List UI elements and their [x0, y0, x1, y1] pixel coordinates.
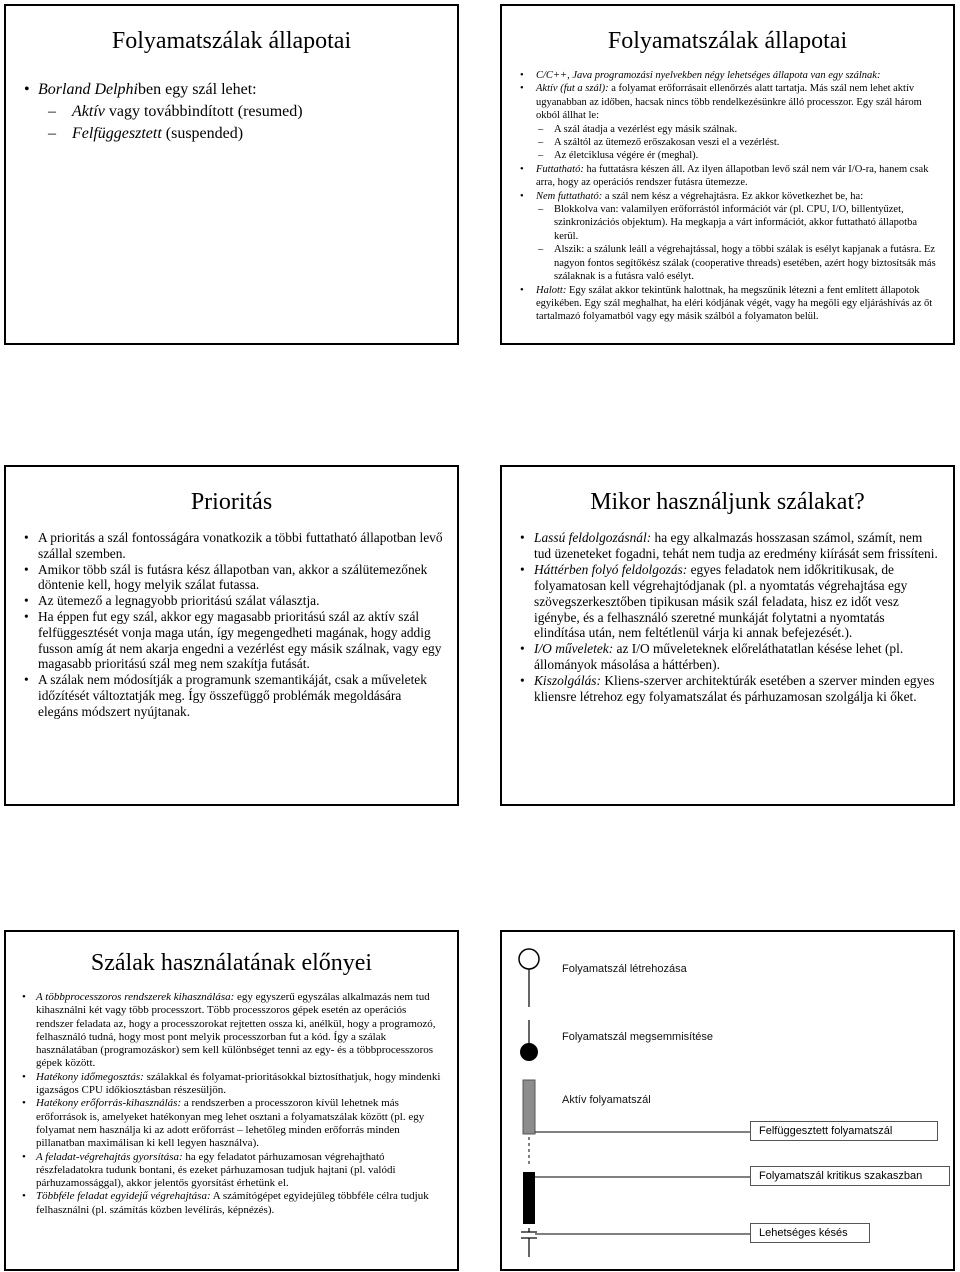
- slide-body: [516, 530, 939, 705]
- slide-thread-states-delphi: [4, 4, 459, 345]
- bullet-item: [18, 1071, 445, 1098]
- slide-thread-legend: [500, 930, 955, 1271]
- bullet-text: a szál nem kész a végrehajtásra. Ez akkor következhet be, ha:: [602, 190, 864, 202]
- slide-body: [18, 991, 445, 1217]
- slide-when-use-threads: [500, 465, 955, 806]
- slide-title: Prioritás: [190, 489, 273, 515]
- italic-term: Nem futtatható:: [536, 190, 603, 202]
- slide-body: [20, 530, 443, 720]
- italic-term: Lassú feldolgozásnál:: [534, 530, 652, 545]
- slide-body: [516, 69, 939, 324]
- bullet-item: [516, 530, 939, 562]
- italic-term: A többprocesszoros rendszerek kihasználása:: [36, 991, 235, 1003]
- slide-priority: [4, 465, 459, 806]
- italic-term: Aktív (fut a szál):: [536, 83, 609, 95]
- bullet-item: [516, 82, 939, 122]
- bullet-item: [516, 284, 939, 324]
- bullet-item: • Ha éppen fut egy szál, akkor egy magasabb prioritású szál az aktív szál felfüggesztését vonja maga után, így megengedheti magának, hogy addig fusson amíg át nem akarja engedni a vezérlést egy másik szálnak, vagy egy magasabb prioritású szál meg nem szakítja futását.: [20, 609, 443, 672]
- legend-box-delay: Lehetséges késés: [750, 1223, 870, 1243]
- bullet-text: ha egy alkalmazás hosszasan számol, számít, nem tud üzeneteket fogadni, tehát nem tudja az eredmény kiírását sem frissíteni.: [534, 530, 938, 561]
- slide-title: Folyamatszálak állapotai: [607, 28, 848, 54]
- bullet-item: [516, 190, 939, 203]
- bullet-text: C/C++, Java programozási nyelvekben négy lehetséges állapota van egy szálnak:: [536, 70, 881, 81]
- bullet-item: [18, 1190, 445, 1217]
- italic-term: Hatékony időmegosztás:: [36, 1070, 144, 1083]
- slide-title: Mikor használjunk szálakat?: [590, 489, 865, 515]
- italic-term: Hatékony erőforrás-kihasználás:: [36, 1097, 182, 1110]
- active-bar-icon: [523, 1080, 535, 1134]
- bullet-item: [18, 1097, 445, 1150]
- italic-term: A feladat-végrehajtás gyorsítása:: [36, 1150, 183, 1163]
- italic-term: Többféle feladat egyidejű végrehajtása:: [36, 1190, 211, 1203]
- bullet-text: ben egy szál lehet:: [138, 81, 257, 98]
- bullet-text: szálakkal és folyamat-prioritásokkal biztosíthatjuk, hogy mindenki igazságos CPU időkiosztásban részesüljön.: [36, 1070, 441, 1097]
- bullet-item: [516, 562, 939, 642]
- bullet-item: • A prioritás a szál fontosságára vonatkozik a többi futtatható állapotban levő szállal szemben.: [20, 530, 443, 562]
- sub-item: [38, 123, 443, 145]
- slide-thread-states-c-java: [500, 4, 955, 345]
- bullet-item: [20, 79, 443, 145]
- sub-item: – Alszik: a szálunk leáll a végrehajtással, hogy a többi szálak is esélyt kapjanak a futásra. Ez nagyon fontos segítőkész szálak (cooperative threads) esetében, azért hogy biztosítsák más szálaknak is a futásra való esélyt.: [516, 243, 939, 283]
- destroy-circle-icon: [520, 1043, 538, 1061]
- italic-term: Futtatható:: [536, 163, 584, 175]
- creation-circle-icon: [519, 949, 539, 969]
- bullet-text: egy egyszerű egyszálas alkalmazás nem tud kihasználni két vagy több processzort. Több processzoros gépek esetén az operációs rendszer feladata az, hogy a processzorokat rejtetten ossza ki, anélkül, hogy a programozó, felhasználó tudná, hogy most pont melyik processzorban fut a kód. Így a szálak használatában (programozáskor) sem kell különbséget tenni az egy- és a többprocesszoros gépek között.: [36, 991, 436, 1070]
- bullet-text: a folyamat erőforrásait ellenőrzés alatt tartatja. Más szál nem lehet aktív ugyanabban az időben, hacsak nincs több rendelkezésünkre álló processzor. Egy szál három okból állhat le:: [536, 83, 922, 122]
- bullet-item: [516, 673, 939, 705]
- sub-item: – A szál átadja a vezérlést egy másik szálnak.: [516, 123, 939, 136]
- slide-title: Szálak használatának előnyei: [90, 950, 373, 976]
- legend-box-suspended: Felfüggesztett folyamatszál: [750, 1121, 938, 1141]
- bullet-item: [18, 1151, 445, 1191]
- bullet-item: [516, 69, 939, 82]
- italic-term: Háttérben folyó feldolgozás:: [534, 561, 688, 577]
- bullet-text: ha futtatásra készen áll. Az ilyen állapotban levő szál nem vár I/O-ra, hanem csak arra, hogy az operációs rendszer futásra ütemezze.: [536, 163, 929, 189]
- italic-term: Halott:: [536, 284, 567, 296]
- bullet-item: • Az ütemező a legnagyobb prioritású szálat választja.: [20, 593, 443, 609]
- bullet-item: [516, 163, 939, 190]
- bullet-item: [18, 991, 445, 1071]
- bullet-text: egyes feladatok nem időkritikusak, de folyamatosan kell végrehajtódjanak (pl. a nyomtatás végrehajtása egy szövegszerkesztőben tipikusan másik szál feladata, hisz ez időt vesz igénybe, és a felhasználó szeretné munkáját folytatni a nyomtatás elindítása után, nem feltétlenül várja ki annak befejezését.).: [534, 561, 908, 641]
- italic-term: I/O műveletek:: [534, 641, 614, 657]
- sub-item: – Az életciklusa végére ér (meghal).: [516, 149, 939, 162]
- sub-item: [38, 101, 443, 123]
- legend-label-created: Folyamatszál létrehozása: [562, 963, 687, 975]
- bullet-text: ha egy feladatot párhuzamosan végrehajtható részfeladatokra tudunk bontani, és ezeket párhuzamosan tudjuk hajtani (pl. valódi párhuzamossággal), akkor jelentős gyorsítást érhetünk el.: [36, 1150, 396, 1190]
- bullet-text: a rendszerben a processzoron kívül lehetnek más erőforrások is, amelyeket hatékonyan meg lehet osztani a folyamatszálak között (pl. egy folyamat nem használja ki az adott erőforrást – lehetőleg minden erőforrás minden pillanatban maximálisan ki kell legyen használva).: [36, 1097, 425, 1150]
- sub-item: – A száltól az ütemező erőszakosan veszi el a vezérlést.: [516, 136, 939, 149]
- italic-term: Felfüggesztett: [72, 125, 162, 142]
- sub-text: (suspended): [161, 125, 244, 142]
- bullet-item: [516, 641, 939, 673]
- bullet-item: • Amikor több szál is futásra kész állapotban van, akkor a szálütemezőnek döntenie kell, hogy melyik szálat futassa.: [20, 562, 443, 594]
- bullet-text: Egy szálat akkor tekintünk halottnak, ha megszűnik létezni a fent említett állapotok egyikében. Egy szál meghalhat, ha eléri kódjának végét, vagy ha megöli egy eljáráshívás az őt tartalmazó folyamatból vagy egy másik szálból a folyamaton belül.: [536, 284, 933, 323]
- bullet-text: Kliens-szerver architektúrák esetében a szerver minden egyes kliensre létrehoz egy folyamatszálat és párhuzamosan szolgálja ki őket.: [534, 673, 935, 705]
- bullet-text: A számítógépet egyidejűleg többféle célra tudjuk felhasználni (pl. számítás közben levélírás, képnézés).: [36, 1190, 429, 1216]
- legend-box-critical: Folyamatszál kritikus szakaszban: [750, 1166, 950, 1186]
- legend-label-active: Aktív folyamatszál: [562, 1094, 651, 1106]
- slide-title: Folyamatszálak állapotai: [111, 28, 352, 54]
- critical-bar-icon: [523, 1172, 535, 1224]
- italic-term: Aktív: [72, 103, 105, 120]
- italic-term: Borland Delphi: [38, 81, 138, 98]
- slide-body: [20, 79, 443, 145]
- sub-text: vagy továbbindított (resumed): [104, 103, 303, 120]
- sub-item: – Blokkolva van: valamilyen erőforrástól információt vár (pl. CPU, I/O, billentyűzet, szinkronizációs objektum). Ha megkapja a várt információt, akkor futtatható állapotba kerül.: [516, 203, 939, 243]
- legend-label-destroyed: Folyamatszál megsemmisítése: [562, 1031, 713, 1043]
- bullet-text: az I/O műveleteknek előreláthatatlan késése lehet (pl. állományok másolása a háttérben).: [534, 641, 904, 673]
- italic-term: Kiszolgálás:: [534, 673, 601, 689]
- slide-thread-advantages: [4, 930, 459, 1271]
- bullet-item: • A szálak nem módosítják a programunk szemantikáját, csak a műveletek időzítését változtatják meg. Így összefüggő problémák megoldására elegáns módszert nyújtanak.: [20, 672, 443, 719]
